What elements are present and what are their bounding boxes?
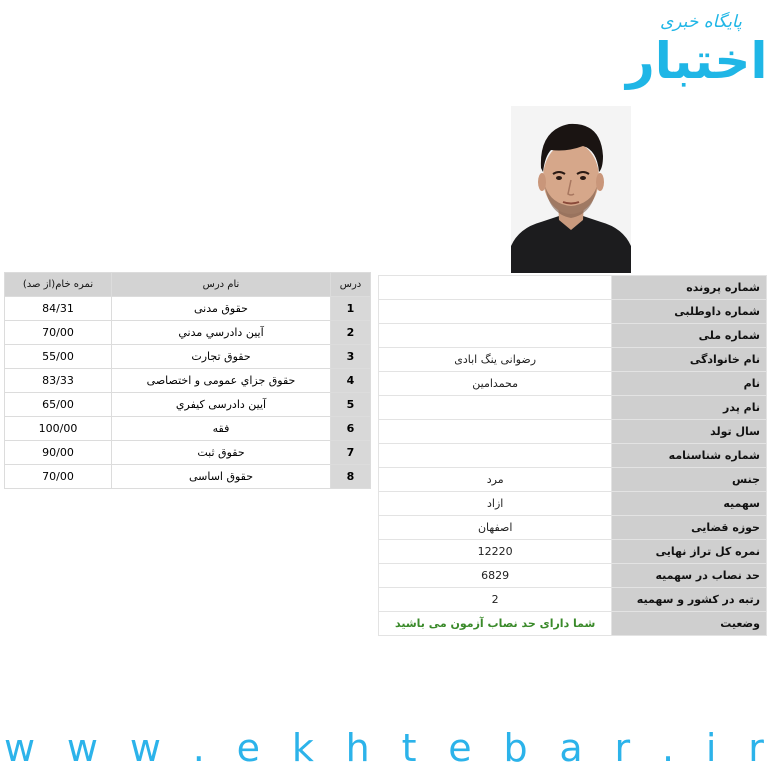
course-name: حقوق اساسی bbox=[112, 465, 331, 489]
info-value: رضوانی ينگ ابادی bbox=[379, 348, 612, 372]
info-value: محمدامین bbox=[379, 372, 612, 396]
course-score: 70/00 bbox=[5, 465, 112, 489]
footer-char: w bbox=[129, 726, 161, 770]
info-value: اصفهان bbox=[379, 516, 612, 540]
info-row bbox=[379, 396, 767, 420]
info-value bbox=[379, 276, 612, 300]
site-logo bbox=[622, 10, 768, 100]
course-index: 7 bbox=[331, 441, 371, 465]
info-label: نام bbox=[612, 372, 767, 396]
info-label: شماره داوطلبی bbox=[612, 300, 767, 324]
course-index: 1 bbox=[331, 297, 371, 321]
info-value: ازاد bbox=[379, 492, 612, 516]
score-row bbox=[5, 297, 371, 321]
logo-brand: اختبار bbox=[626, 32, 768, 90]
info-row bbox=[379, 300, 767, 324]
course-index: 6 bbox=[331, 417, 371, 441]
info-label: شماره ملی bbox=[612, 324, 767, 348]
info-value bbox=[379, 324, 612, 348]
info-row bbox=[379, 276, 767, 300]
course-index: 4 bbox=[331, 369, 371, 393]
footer-char: r bbox=[748, 726, 764, 770]
course-name: حقوق ثبت bbox=[112, 441, 331, 465]
course-index: 2 bbox=[331, 321, 371, 345]
score-row bbox=[5, 417, 371, 441]
candidate-info-table bbox=[378, 275, 767, 636]
logo-tagline: پایگاه خبری bbox=[660, 12, 742, 32]
info-value: 6829 bbox=[379, 564, 612, 588]
course-name: حقوق جزاي عمومی و اختصاصی bbox=[112, 369, 331, 393]
course-name: آیین دادرسي مدني bbox=[112, 321, 331, 345]
score-row bbox=[5, 393, 371, 417]
score-row bbox=[5, 345, 371, 369]
scores-header-row bbox=[5, 273, 371, 297]
info-row bbox=[379, 540, 767, 564]
course-score: 84/31 bbox=[5, 297, 112, 321]
course-index: 3 bbox=[331, 345, 371, 369]
footer-char: w bbox=[66, 726, 98, 770]
info-value: 12220 bbox=[379, 540, 612, 564]
info-label: رتبه در کشور و سهمیه bbox=[612, 588, 767, 612]
footer-char: t bbox=[401, 726, 417, 770]
footer-char: . bbox=[661, 726, 675, 770]
footer-char: h bbox=[345, 726, 370, 770]
info-row bbox=[379, 516, 767, 540]
course-score: 55/00 bbox=[5, 345, 112, 369]
course-name: فقه bbox=[112, 417, 331, 441]
info-label: نام خانوادگی bbox=[612, 348, 767, 372]
info-value bbox=[379, 420, 612, 444]
info-row bbox=[379, 612, 767, 636]
candidate-photo bbox=[511, 106, 631, 273]
info-label: جنس bbox=[612, 468, 767, 492]
footer-char: k bbox=[291, 726, 314, 770]
footer-char: r bbox=[614, 726, 631, 770]
info-value bbox=[379, 444, 612, 468]
info-row bbox=[379, 492, 767, 516]
info-row bbox=[379, 348, 767, 372]
course-scores-table bbox=[4, 272, 371, 489]
info-row bbox=[379, 372, 767, 396]
course-name: آيين دادرسی کيفري bbox=[112, 393, 331, 417]
footer-char: a bbox=[559, 726, 583, 770]
footer-char: i bbox=[705, 726, 717, 770]
info-label: نام پدر bbox=[612, 396, 767, 420]
course-score: 90/00 bbox=[5, 441, 112, 465]
footer-char: . bbox=[192, 726, 205, 770]
footer-char: e bbox=[236, 726, 261, 770]
info-row bbox=[379, 444, 767, 468]
info-value: مرد bbox=[379, 468, 612, 492]
course-name: حقوق تجارت bbox=[112, 345, 331, 369]
course-name: حقوق مدنی bbox=[112, 297, 331, 321]
info-label: حوزه قضایی bbox=[612, 516, 767, 540]
info-row bbox=[379, 420, 767, 444]
info-row bbox=[379, 588, 767, 612]
course-score: 70/00 bbox=[5, 321, 112, 345]
info-value: 2 bbox=[379, 588, 612, 612]
person-photo-icon bbox=[511, 106, 631, 273]
course-score: 100/00 bbox=[5, 417, 112, 441]
score-row bbox=[5, 321, 371, 345]
course-index: 5 bbox=[331, 393, 371, 417]
header-index: درس bbox=[331, 273, 371, 297]
info-label: حد نصاب در سهمیه bbox=[612, 564, 767, 588]
score-row bbox=[5, 441, 371, 465]
info-label: نمره کل تراز نهایی bbox=[612, 540, 767, 564]
info-label: وضعیت bbox=[612, 612, 767, 636]
info-label: شماره پرونده bbox=[612, 276, 767, 300]
header-score: نمره خام(از صد) bbox=[5, 273, 112, 297]
info-row bbox=[379, 564, 767, 588]
course-score: 83/33 bbox=[5, 369, 112, 393]
footer-char: w bbox=[4, 726, 36, 770]
info-label: سهمیه bbox=[612, 492, 767, 516]
info-value bbox=[379, 300, 612, 324]
info-value bbox=[379, 396, 612, 420]
footer-url bbox=[0, 728, 768, 768]
score-row bbox=[5, 465, 371, 489]
info-row bbox=[379, 324, 767, 348]
header-course-name: نام درس bbox=[112, 273, 331, 297]
info-label: سال تولد bbox=[612, 420, 767, 444]
course-index: 8 bbox=[331, 465, 371, 489]
status-value: شما دارای حد نصاب آزمون می باشید bbox=[379, 612, 612, 636]
course-score: 65/00 bbox=[5, 393, 112, 417]
info-row bbox=[379, 468, 767, 492]
footer-char: e bbox=[448, 726, 472, 770]
info-label: شماره شناسنامه bbox=[612, 444, 767, 468]
footer-char: b bbox=[503, 726, 528, 770]
score-row bbox=[5, 369, 371, 393]
